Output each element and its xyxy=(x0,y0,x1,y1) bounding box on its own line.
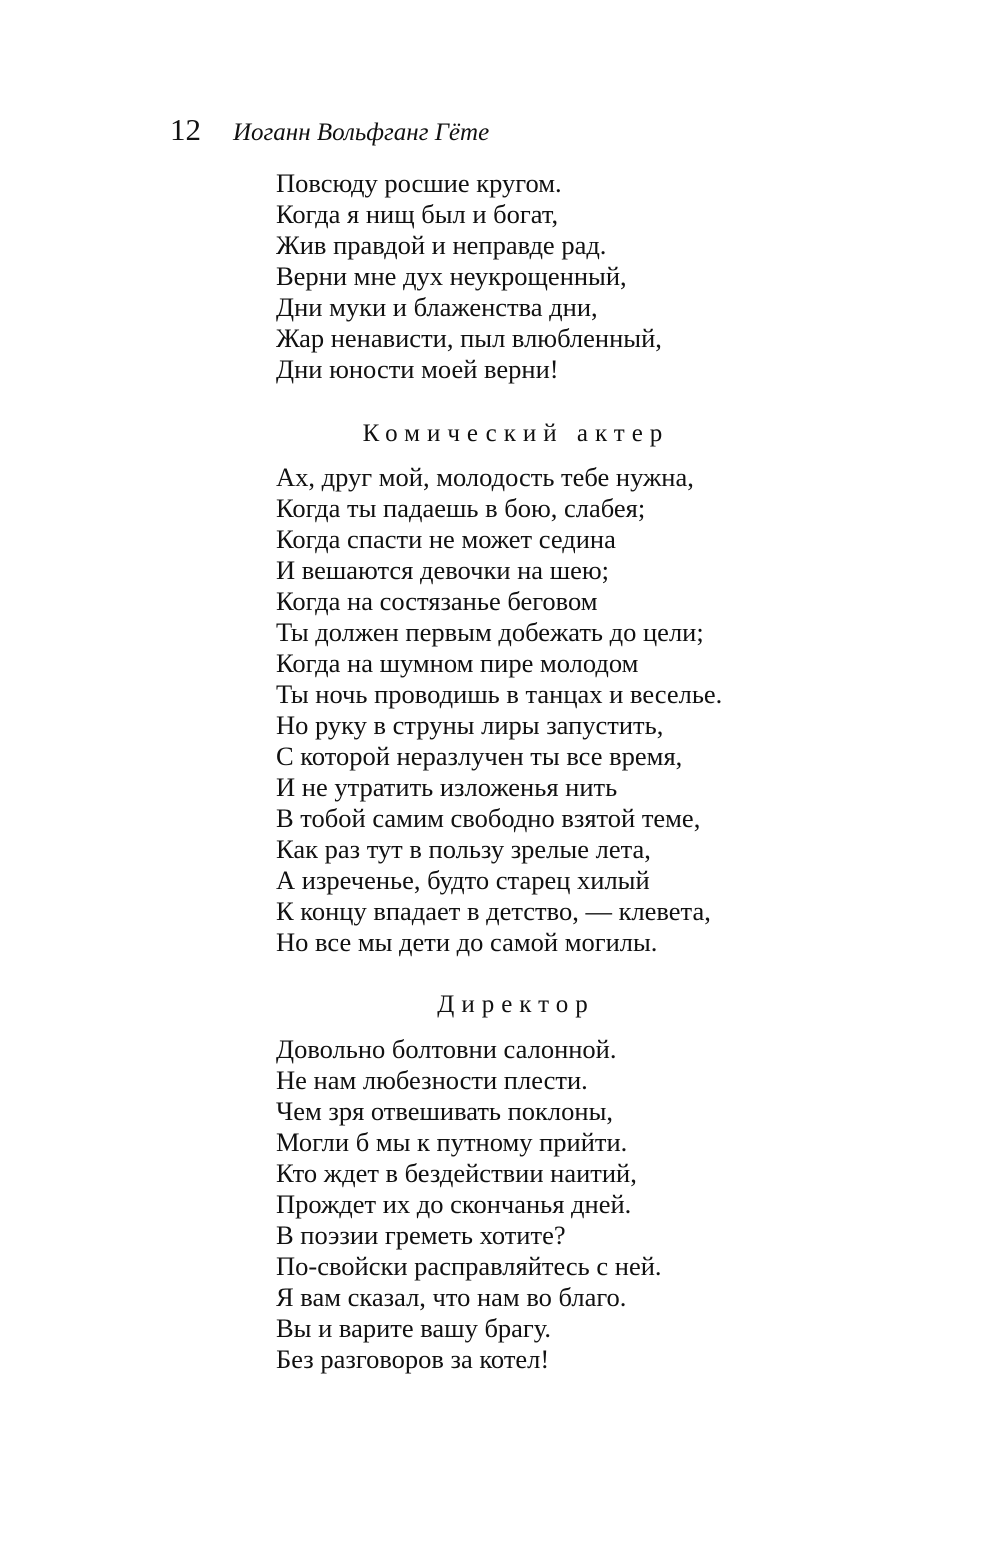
verse-line: Могли б мы к путному прийти. xyxy=(276,1127,628,1157)
verse-line: По-свойски расправляйтесь с ней. xyxy=(276,1251,662,1281)
speaker-heading-director: Директор xyxy=(437,991,595,1018)
verse-line: Довольно болтовни салонной. xyxy=(276,1034,617,1064)
running-head-author: Иоганн Вольфганг Гёте xyxy=(233,119,490,146)
verse-line: Но руку в струны лиры запустить, xyxy=(276,710,664,740)
verse-line: Дни муки и блаженства дни, xyxy=(276,292,598,322)
verse-line: Как раз тут в пользу зрелые лета, xyxy=(276,834,651,864)
verse-line: Когда на шумном пире молодом xyxy=(276,648,639,678)
verse-line: Дни юности моей верни! xyxy=(276,354,559,384)
verse-line: Жив правдой и неправде рад. xyxy=(276,230,607,260)
verse-block-2 xyxy=(276,462,896,958)
verse-line: В поэзии греметь хотите? xyxy=(276,1220,566,1250)
verse-line: Ты ночь проводишь в танцах и веселье. xyxy=(276,679,723,709)
verse-line: Когда спасти не может седина xyxy=(276,524,616,554)
verse-line: Не нам любезности плести. xyxy=(276,1065,588,1095)
verse-line: Но все мы дети до самой могилы. xyxy=(276,927,658,957)
verse-line: Ты должен первым добежать до цели; xyxy=(276,617,704,647)
verse-line: А изреченье, будто старец хилый xyxy=(276,865,650,895)
verse-line: В тобой самим свободно взятой теме, xyxy=(276,803,701,833)
verse-line: Когда ты падаешь в бою, слабея; xyxy=(276,493,646,523)
verse-line: Без разговоров за котел! xyxy=(276,1344,550,1374)
running-head xyxy=(170,110,489,150)
verse-line: Я вам сказал, что нам во благо. xyxy=(276,1282,627,1312)
verse-line: Жар ненависти, пыл влюбленный, xyxy=(276,323,662,353)
verse-line: Верни мне дух неукрощенный, xyxy=(276,261,627,291)
verse-block-3 xyxy=(276,1034,896,1375)
verse-line: Ах, друг мой, молодость тебе нужна, xyxy=(276,462,694,492)
verse-block-1 xyxy=(276,168,896,385)
verse-line: Вы и варите вашу брагу. xyxy=(276,1313,552,1343)
verse-line: Чем зря отвешивать поклоны, xyxy=(276,1096,614,1126)
verse-line: И не утратить изложенья нить xyxy=(276,772,618,802)
verse-line: Прождет их до скончанья дней. xyxy=(276,1189,632,1219)
page-number: 12 xyxy=(170,112,201,147)
verse-line: К концу впадает в детство, — клевета, xyxy=(276,896,711,926)
speaker-heading-comic-actor: Комический актер xyxy=(362,420,670,447)
verse-line: И вешаются девочки на шею; xyxy=(276,555,610,585)
verse-line: Повсюду росшие кругом. xyxy=(276,168,562,198)
verse-line: Когда на состязанье беговом xyxy=(276,586,598,616)
verse-line: С которой неразлучен ты все время, xyxy=(276,741,683,771)
verse-line: Когда я нищ был и богат, xyxy=(276,199,559,229)
verse-line: Кто ждет в бездействии наитий, xyxy=(276,1158,637,1188)
